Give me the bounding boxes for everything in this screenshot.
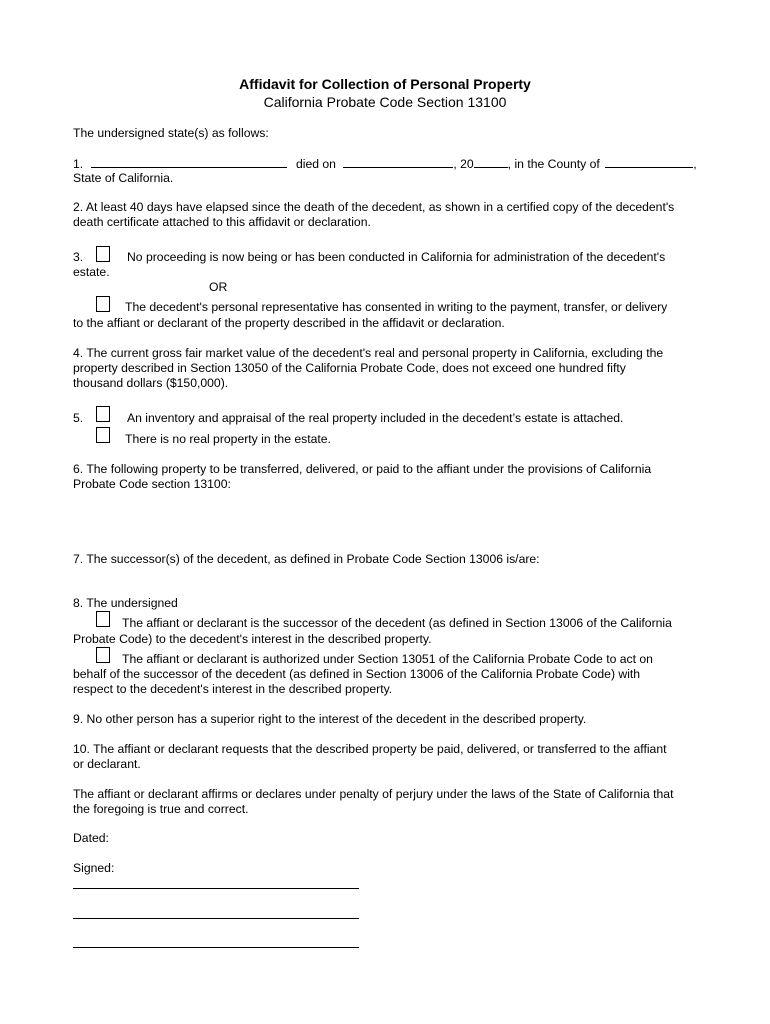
document-title: Affidavit for Collection of Personal Property [239, 76, 531, 92]
item8-option-b-line1: The affiant or declarant is authorized under Section 13051 of the California Probate Code to act on [122, 652, 653, 666]
dated-label: Dated: [73, 831, 109, 845]
county-field[interactable] [605, 156, 693, 168]
item3-number: 3. [73, 250, 84, 264]
item8-option-b-line3: respect to the decedent's interest in the described property. [73, 682, 393, 696]
item5-option-b-checkbox[interactable] [96, 427, 110, 443]
signature-line-2[interactable] [73, 918, 359, 919]
item6-line1: 6. The following property to be transferred, delivered, or paid to the affiant under the provisions of California [73, 462, 652, 476]
item10-line1: 10. The affiant or declarant requests that the described property be paid, delivered, or transferred to the affiant [73, 742, 667, 756]
signature-line-1[interactable] [73, 888, 359, 889]
item4-line1: 4. The current gross fair market value of the decedent's real and personal property in California, excluding the [73, 346, 664, 360]
item8-option-a-line2: Probate Code) to the decedent's interest in the described property. [73, 632, 432, 646]
item1-year-prefix: , 20 [453, 157, 474, 171]
item8-option-b-line2: behalf of the successor of the decedent (as defined in Section 13006 of the California Probate Code) with [73, 667, 641, 681]
item2-line2: death certificate attached to this affidavit or declaration. [73, 215, 371, 229]
signature-line-3[interactable] [73, 947, 359, 948]
item8-option-b-checkbox[interactable] [96, 647, 110, 663]
item3-option-a-line1: No proceeding is now being or has been conducted in California for administration of the decedent's [127, 250, 666, 264]
item1-died-on: died on [295, 157, 336, 171]
item3-option-b-line2: to the affiant or declarant of the property described in the affidavit or declaration. [73, 316, 505, 330]
item3-option-b-line1: The decedent's personal representative has consented in writing to the payment, transfer, or delivery [125, 300, 668, 314]
item2-line1: 2. At least 40 days have elapsed since the death of the decedent, as shown in a certified copy of the decedent's [73, 200, 675, 214]
death-date-field[interactable] [343, 156, 453, 168]
item6-line2: Probate Code section 13100: [73, 477, 231, 491]
item8-option-a-checkbox[interactable] [96, 611, 110, 627]
intro-text: The undersigned state(s) as follows: [73, 126, 269, 140]
item3-option-a-line2: estate. [73, 265, 110, 279]
signed-label: Signed: [73, 861, 115, 875]
item5-option-a-checkbox[interactable] [96, 406, 110, 422]
item5-option-b: There is no real property in the estate. [125, 432, 331, 446]
item1-line1 [73, 156, 697, 172]
item3-or-label: OR [209, 280, 228, 294]
item9-text: 9. No other person has a superior right to the interest of the decedent in the described property. [73, 712, 587, 726]
affirmation-line2: the foregoing is true and correct. [73, 802, 249, 816]
item10-line2: or declarant. [73, 757, 141, 771]
death-year-field[interactable] [474, 156, 508, 168]
item3-option-a-checkbox[interactable] [96, 246, 110, 262]
item1-number: 1. [73, 157, 84, 171]
item8-option-a-line1: The affiant or declarant is the successor of the decedent (as defined in Section 13006 of the California [122, 616, 672, 630]
item1-line2: State of California. [73, 171, 174, 185]
item4-line3: thousand dollars ($150,000). [73, 376, 229, 390]
item1-end: , [693, 157, 697, 171]
affirmation-line1: The affiant or declarant affirms or declares under penalty of perjury under the laws of the State of California that [73, 787, 674, 801]
item3-option-b-checkbox[interactable] [96, 296, 110, 312]
document-subtitle: California Probate Code Section 13100 [263, 94, 507, 110]
item7-text: 7. The successor(s) of the decedent, as defined in Probate Code Section 13006 is/are: [73, 552, 540, 566]
item8-line1: 8. The undersigned [73, 596, 178, 610]
item4-line2: property described in Section 13050 of the California Probate Code, does not exceed one hundred fifty [73, 361, 626, 375]
decedent-name-field[interactable] [91, 156, 287, 168]
item5-option-a: An inventory and appraisal of the real property included in the decedent’s estate is attached. [127, 411, 624, 425]
item1-county-label: , in the County of [507, 157, 600, 171]
item5-number: 5. [73, 411, 84, 425]
